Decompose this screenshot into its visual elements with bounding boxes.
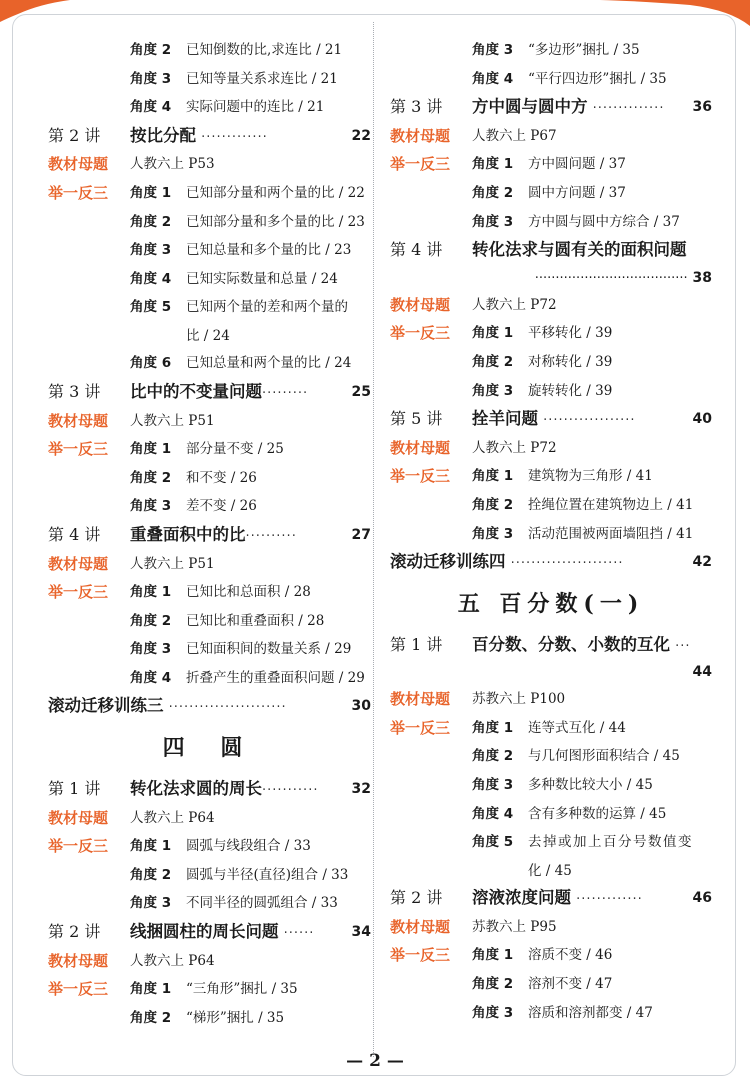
practice-group	[48, 832, 371, 918]
orange-corner-left	[0, 0, 70, 22]
toc-angle[interactable]: 角度 2 和不变 / 26	[130, 469, 257, 486]
practice-label: 举一反三	[48, 440, 109, 459]
toc-angle[interactable]: 角度 3 旋转转化 / 39	[472, 382, 613, 399]
toc-angle[interactable]: 角度 4 已知实际数量和总量 / 24	[130, 270, 338, 287]
toc-angle[interactable]: 角度 1 方中圆问题 / 37	[472, 156, 626, 173]
toc-lecture[interactable]: 第 5 讲 拴羊问题 ·················· 40	[390, 409, 712, 429]
unit-title: 四 圆	[162, 735, 257, 762]
toc-lecture[interactable]: 第 1 讲 转化法求圆的周长··········· 32	[48, 779, 371, 799]
toc-angle[interactable]: 角度 1 部分量不变 / 25	[130, 441, 284, 458]
textbook-source: 教材母题 人教六上 P51	[48, 407, 371, 436]
toc-angle[interactable]: 角度 1 “三角形”捆扎 / 35	[130, 981, 298, 998]
practice-group	[48, 179, 371, 378]
toc-lecture[interactable]: 第 3 讲 方中圆与圆中方 ·············· 36	[390, 97, 712, 117]
toc-angle[interactable]: 角度 4 “平行四边形”捆扎 / 35	[472, 70, 667, 87]
practice-group	[390, 150, 712, 236]
toc-angle[interactable]: 角度 3 活动范围被两面墙阻挡 / 41	[472, 525, 694, 542]
toc-angle[interactable]: 角度 2 已知倒数的比,求连比 / 21	[130, 42, 343, 58]
toc-angle[interactable]: 角度 5 已知两个量的差和两个量的 比 / 24	[130, 299, 348, 344]
toc-angle[interactable]: 角度 4 折叠产生的重叠面积问题 / 29	[130, 669, 365, 686]
toc-angle[interactable]: 角度 1 连等式互化 / 44	[472, 719, 626, 736]
textbook-source: 教材母题 苏教六上 P100	[390, 685, 712, 714]
source-label: 教材母题	[48, 951, 109, 970]
orange-corner-right	[600, 0, 750, 26]
toc-angle[interactable]: 角度 2 与几何图形面积结合 / 45	[472, 748, 680, 765]
practice-label: 举一反三	[48, 183, 109, 202]
source-label: 教材母题	[48, 554, 109, 573]
toc-angle[interactable]: 角度 3 “多边形”捆扎 / 35	[472, 42, 640, 58]
toc-lecture[interactable]: 第 4 讲 转化法求与圆有关的面积问题 ····································· 38	[390, 240, 712, 286]
toc-angle[interactable]: 角度 2 已知部分量和多个量的比 / 23	[130, 213, 365, 230]
practice-label: 举一反三	[48, 980, 109, 999]
toc-angle[interactable]: 角度 3 溶质和溶剂都变 / 47	[472, 1004, 653, 1021]
toc-lecture[interactable]: 第 2 讲 溶液浓度问题 ············· 46	[390, 888, 712, 908]
toc-lecture[interactable]: 第 2 讲 线捆圆柱的周长问题 ······ 34	[48, 922, 371, 942]
practice-group	[48, 435, 371, 521]
toc-angle[interactable]: 角度 1 圆弧与线段组合 / 33	[130, 838, 311, 855]
column-divider	[373, 22, 374, 1057]
toc-angle[interactable]: 角度 1 已知比和总面积 / 28	[130, 584, 311, 601]
practice-label: 举一反三	[390, 155, 451, 174]
right-column	[390, 36, 712, 1027]
toc-angle[interactable]: 角度 2 拴绳位置在建筑物边上 / 41	[472, 496, 694, 513]
toc-angle[interactable]: 角度 2 圆弧与半径(直径)组合 / 33	[130, 866, 349, 883]
textbook-source: 教材母题 人教六上 P64	[48, 947, 371, 976]
toc-angle[interactable]: 角度 4 实际问题中的连比 / 21	[130, 99, 325, 116]
source-label: 教材母题	[48, 411, 109, 430]
toc-angle[interactable]: 角度 6 已知总量和两个量的比 / 24	[130, 355, 352, 372]
toc-angle[interactable]: 角度 1 平移转化 / 39	[472, 325, 613, 342]
practice-group	[390, 714, 712, 884]
source-label: 教材母题	[48, 155, 109, 174]
textbook-source: 教材母题 苏教六上 P95	[390, 913, 712, 942]
practice-label: 举一反三	[390, 324, 451, 343]
source-label: 教材母题	[390, 438, 451, 457]
textbook-source: 教材母题 人教六上 P51	[48, 550, 371, 579]
practice-label: 举一反三	[48, 583, 109, 602]
practice-label: 举一反三	[390, 718, 451, 737]
toc-angle[interactable]: 角度 3 多种数比较大小 / 45	[472, 777, 653, 794]
practice-group	[48, 578, 371, 692]
toc-review[interactable]: 滚动迁移训练四 ······················ 42	[390, 552, 712, 572]
practice-group	[390, 462, 712, 548]
toc-lecture[interactable]: 第 4 讲 重叠面积中的比·········· 27	[48, 524, 371, 544]
source-label: 教材母题	[390, 295, 451, 314]
textbook-source: 教材母题 人教六上 P67	[390, 122, 712, 151]
toc-angle[interactable]: 角度 2 已知比和重叠面积 / 28	[130, 612, 325, 629]
toc-lecture[interactable]: 第 1 讲 百分数、分数、小数的互化 ··· 44	[390, 634, 712, 681]
practice-label: 举一反三	[48, 837, 109, 856]
toc-angle[interactable]: 角度 1 建筑物为三角形 / 41	[472, 468, 653, 485]
textbook-source: 教材母题 人教六上 P53	[48, 150, 371, 179]
toc-angle[interactable]: 角度 2 “梯形”捆扎 / 35	[130, 1009, 285, 1026]
textbook-source: 教材母题 人教六上 P72	[390, 434, 712, 463]
practice-label: 举一反三	[390, 946, 451, 965]
toc-angle[interactable]: 角度 3 方中圆与圆中方综合 / 37	[472, 213, 680, 230]
toc-angle[interactable]: 角度 3 已知等量关系求连比 / 21	[130, 70, 338, 87]
toc-angle[interactable]: 角度 4 含有多种数的运算 / 45	[472, 805, 667, 822]
practice-label: 举一反三	[390, 467, 451, 486]
source-label: 教材母题	[48, 808, 109, 827]
toc-angle[interactable]: 角度 3 不同半径的圆弧组合 / 33	[130, 895, 338, 912]
practice-group	[48, 975, 371, 1032]
source-label: 教材母题	[390, 917, 451, 936]
toc-review[interactable]: 滚动迁移训练三 ······················· 30	[48, 696, 371, 716]
left-column	[48, 36, 371, 1032]
source-label: 教材母题	[390, 690, 451, 709]
toc-angle[interactable]: 角度 2 圆中方问题 / 37	[472, 184, 626, 201]
practice-group	[390, 319, 712, 405]
textbook-source: 教材母题 人教六上 P72	[390, 291, 712, 320]
toc-angle[interactable]: 角度 3 差不变 / 26	[130, 498, 257, 515]
toc-angle[interactable]: 角度 2 溶剂不变 / 47	[472, 976, 613, 993]
toc-angle[interactable]: 角度 2 对称转化 / 39	[472, 353, 613, 370]
toc-angle[interactable]: 角度 3 已知总量和多个量的比 / 23	[130, 242, 352, 259]
source-label: 教材母题	[390, 126, 451, 145]
unit-title: 五 百分数(一)	[457, 590, 645, 617]
practice-group	[390, 941, 712, 1027]
toc-lecture[interactable]: 第 3 讲 比中的不变量问题········· 25	[48, 381, 371, 401]
toc-lecture[interactable]: 第 2 讲 按比分配 ············· 22	[48, 125, 371, 145]
page-number: — 2 —	[346, 1051, 404, 1071]
toc-angle[interactable]: 角度 1 溶质不变 / 46	[472, 947, 613, 964]
toc-angle[interactable]: 角度 5 去掉或加上百分号数值变 化 / 45	[472, 834, 693, 879]
toc-angle[interactable]: 角度 1 已知部分量和两个量的比 / 22	[130, 184, 365, 201]
textbook-source: 教材母题 人教六上 P64	[48, 804, 371, 833]
toc-angle[interactable]: 角度 3 已知面积间的数量关系 / 29	[130, 641, 352, 658]
